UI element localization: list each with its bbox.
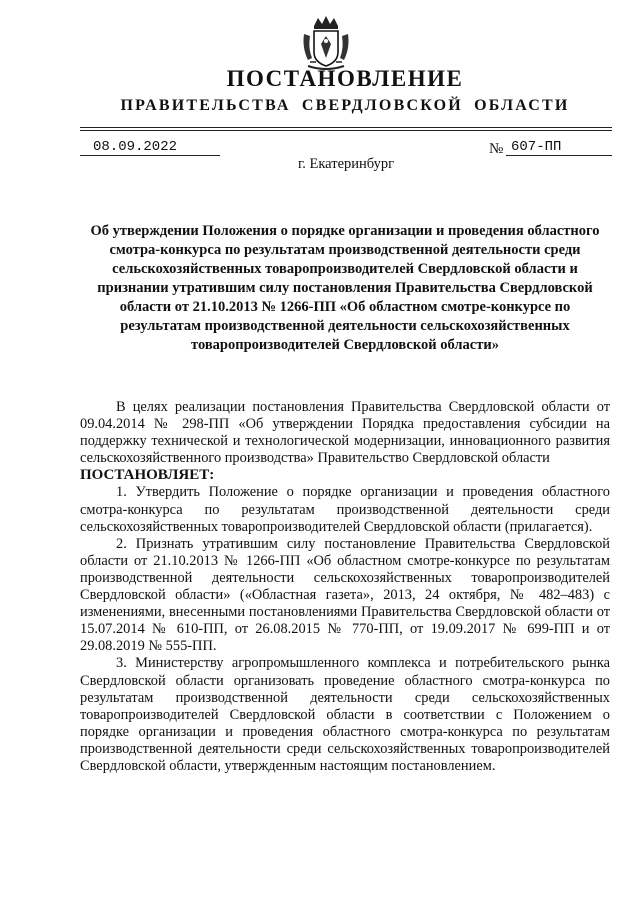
decree-keyword: ПОСТАНОВЛЯЕТ: (80, 467, 215, 484)
decree-number: 607-ПП (511, 139, 562, 155)
issuing-authority: ПРАВИТЕЛЬСТВА СВЕРДЛОВСКОЙ ОБЛАСТИ (120, 97, 570, 114)
item-3-paragraph: 3. Министерству агропромышленного комплекса и потребительского рынка Свердловской области организовать проведение областного смотра-конкурса по результатам производственной деятельности среди сельскохозяйственных товаропроизводителей Свердловской области в соответствии с Положением о порядке организации и проведения областного смотра-конкурса по результатам производственной деятельности среди сельскохозяйственных товаропроизводителей Свердловской области, утвержденным настоящим постановлением. (80, 655, 610, 774)
decree-title: Об утверждении Положения о порядке организации и проведения областного смотра-конкурса по результатам производственной деятельности среди сельскохозяйственных товаропроизводителей Свердловской области и признании утратившим силу постановления Правительства Свердловской области от 21.10.2013 № 1266-ПП «Об областном смотре-конкурсе по результатам производственной деятельности сельскохозяйственных товаропроизводителей Свердловской области» (90, 223, 600, 353)
coat-of-arms-icon (300, 14, 352, 72)
item-2-paragraph: 2. Признать утратившим силу постановление Правительства Свердловской области от 21.10.2013 № 1266-ПП «Об областном смотре-конкурсе по результатам производственной деятельности сельскохозяйственных товаропроизводителей Свердловской области» («Областная газета», 2013, 24 октября, № 482–483) с изменениями, внесенными постановлениями Правительства Свердловской области от 15.07.2014 № 610-ПП, от 26.08.2015 № 770-ПП, от 19.09.2017 № 699-ПП и от 29.08.2019 № 555-ПП. (80, 535, 610, 655)
decree-date: 08.09.2022 (93, 139, 178, 155)
item-1-paragraph: 1. Утвердить Положение о порядке организации и проведения областного смотра-конкурса по результатам производственной деятельности среди сельскохозяйственных товаропроизводителей Свердловской области (прилагается). (80, 484, 610, 535)
city-name: г. Екатеринбург (297, 156, 395, 172)
number-sign: № (489, 141, 504, 157)
decree-body (80, 399, 610, 775)
header-divider (80, 127, 612, 128)
document-type-title: ПОСТАНОВЛЕНИЕ (226, 66, 464, 91)
preamble-paragraph: В целях реализации постановления Правительства Свердловской области от 09.04.2014 № 298-ПП «Об утверждении Порядка предоставления субсидии на поддержку технической и технологической модернизации, инновационного развития сельскохозяйственного производства» Правительство Свердловской области (80, 399, 610, 467)
header-divider-second (80, 130, 612, 131)
